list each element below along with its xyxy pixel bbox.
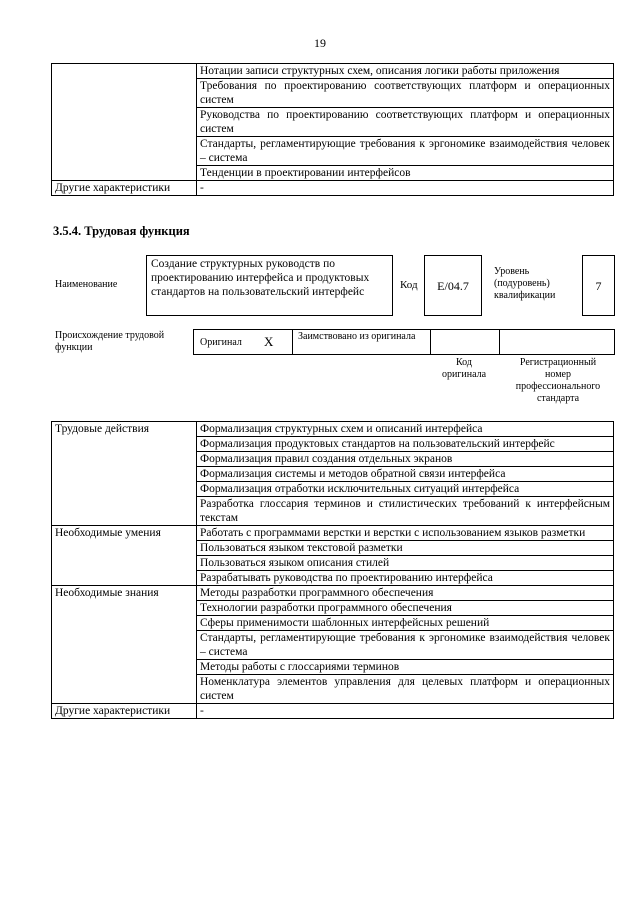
item-cell: Формализация структурных схем и описаний интерфейса (197, 422, 614, 437)
section-title: 3.5.4. Трудовая функция (53, 224, 190, 238)
group-label-cell: Трудовые действия (52, 422, 197, 526)
item-cell: - (197, 704, 614, 719)
group-label-cell: Необходимые знания (52, 586, 197, 704)
item-cell: Работать с программами верстки и верстки с использованием языков разметки (197, 526, 614, 541)
item-cell: Разработка глоссария терминов и стилистических требований к интерфейсным текстам (197, 497, 614, 526)
borrowed-label: Заимствовано из оригинала (298, 331, 416, 342)
item-cell: Пользоваться языком описания стилей (197, 556, 614, 571)
origin-original-box (193, 329, 293, 355)
origin-reg-caption: Регистрационный номер профессионального стандарта (515, 357, 601, 404)
origin-code-caption: Код оригинала (441, 357, 487, 380)
requirement-cell: Требования по проектированию соответствующих платформ и операционных систем (197, 79, 614, 108)
requirement-cell: Стандарты, регламентирующие требования к эргономике взаимодействия человек – система (197, 137, 614, 166)
function-name: Создание структурных руководств по проектированию интерфейса и продуктовых стандартов на пользовательский интерфейс (151, 258, 370, 298)
item-cell: Формализация продуктовых стандартов на пользовательский интерфейс (197, 437, 614, 452)
item-cell: Разрабатывать руководства по проектированию интерфейса (197, 571, 614, 586)
group-label-cell: Необходимые умения (52, 526, 197, 586)
item-cell: Формализация правил создания отдельных экранов (197, 452, 614, 467)
item-cell: Формализация системы и методов обратной связи интерфейса (197, 467, 614, 482)
requirement-cell: Нотации записи структурных схем, описания логики работы приложения (197, 64, 614, 79)
item-cell: Формализация отработки исключительных ситуаций интерфейса (197, 482, 614, 497)
original-label: Оригинал (200, 337, 242, 348)
origin-reg-box (499, 329, 615, 355)
table-row (52, 586, 614, 601)
table-row (52, 422, 614, 437)
table-row (52, 704, 614, 719)
original-mark: X (264, 334, 274, 349)
item-cell: Номенклатура элементов управления для целевых платформ и операционных систем (197, 675, 614, 704)
origin-borrowed-box (292, 329, 431, 355)
table-row (52, 181, 614, 196)
item-cell: Сферы применимости шаблонных интерфейсных решений (197, 616, 614, 631)
name-label: Наименование (55, 279, 118, 290)
row-label-cell (52, 64, 197, 181)
top-table (51, 63, 614, 196)
item-cell: Технологии разработки программного обеспечения (197, 601, 614, 616)
requirement-cell: Руководства по проектированию соответствующих платформ и операционных систем (197, 108, 614, 137)
level-label: Уровень (подуровень) квалификации (494, 266, 556, 301)
function-code: E/04.7 (437, 279, 469, 293)
origin-label: Происхождение трудовой функции (55, 330, 165, 353)
other-label-cell: Другие характеристики (52, 181, 197, 196)
code-label: Код (400, 279, 418, 291)
code-box (424, 255, 482, 316)
requirement-cell: Тенденции в проектировании интерфейсов (197, 166, 614, 181)
level-box (582, 255, 615, 316)
page-number: 19 (314, 36, 326, 50)
main-table (51, 421, 614, 719)
function-name-box (146, 255, 393, 316)
item-cell: Пользоваться языком текстовой разметки (197, 541, 614, 556)
other-value-cell: - (197, 181, 614, 196)
qualification-level: 7 (595, 279, 602, 293)
item-cell: Методы работы с глоссариями терминов (197, 660, 614, 675)
group-label-cell: Другие характеристики (52, 704, 197, 719)
origin-code-box (430, 329, 500, 355)
item-cell: Стандарты, регламентирующие требования к эргономике взаимодействия человек – система (197, 631, 614, 660)
table-row (52, 64, 614, 79)
item-cell: Методы разработки программного обеспечения (197, 586, 614, 601)
table-row (52, 526, 614, 541)
